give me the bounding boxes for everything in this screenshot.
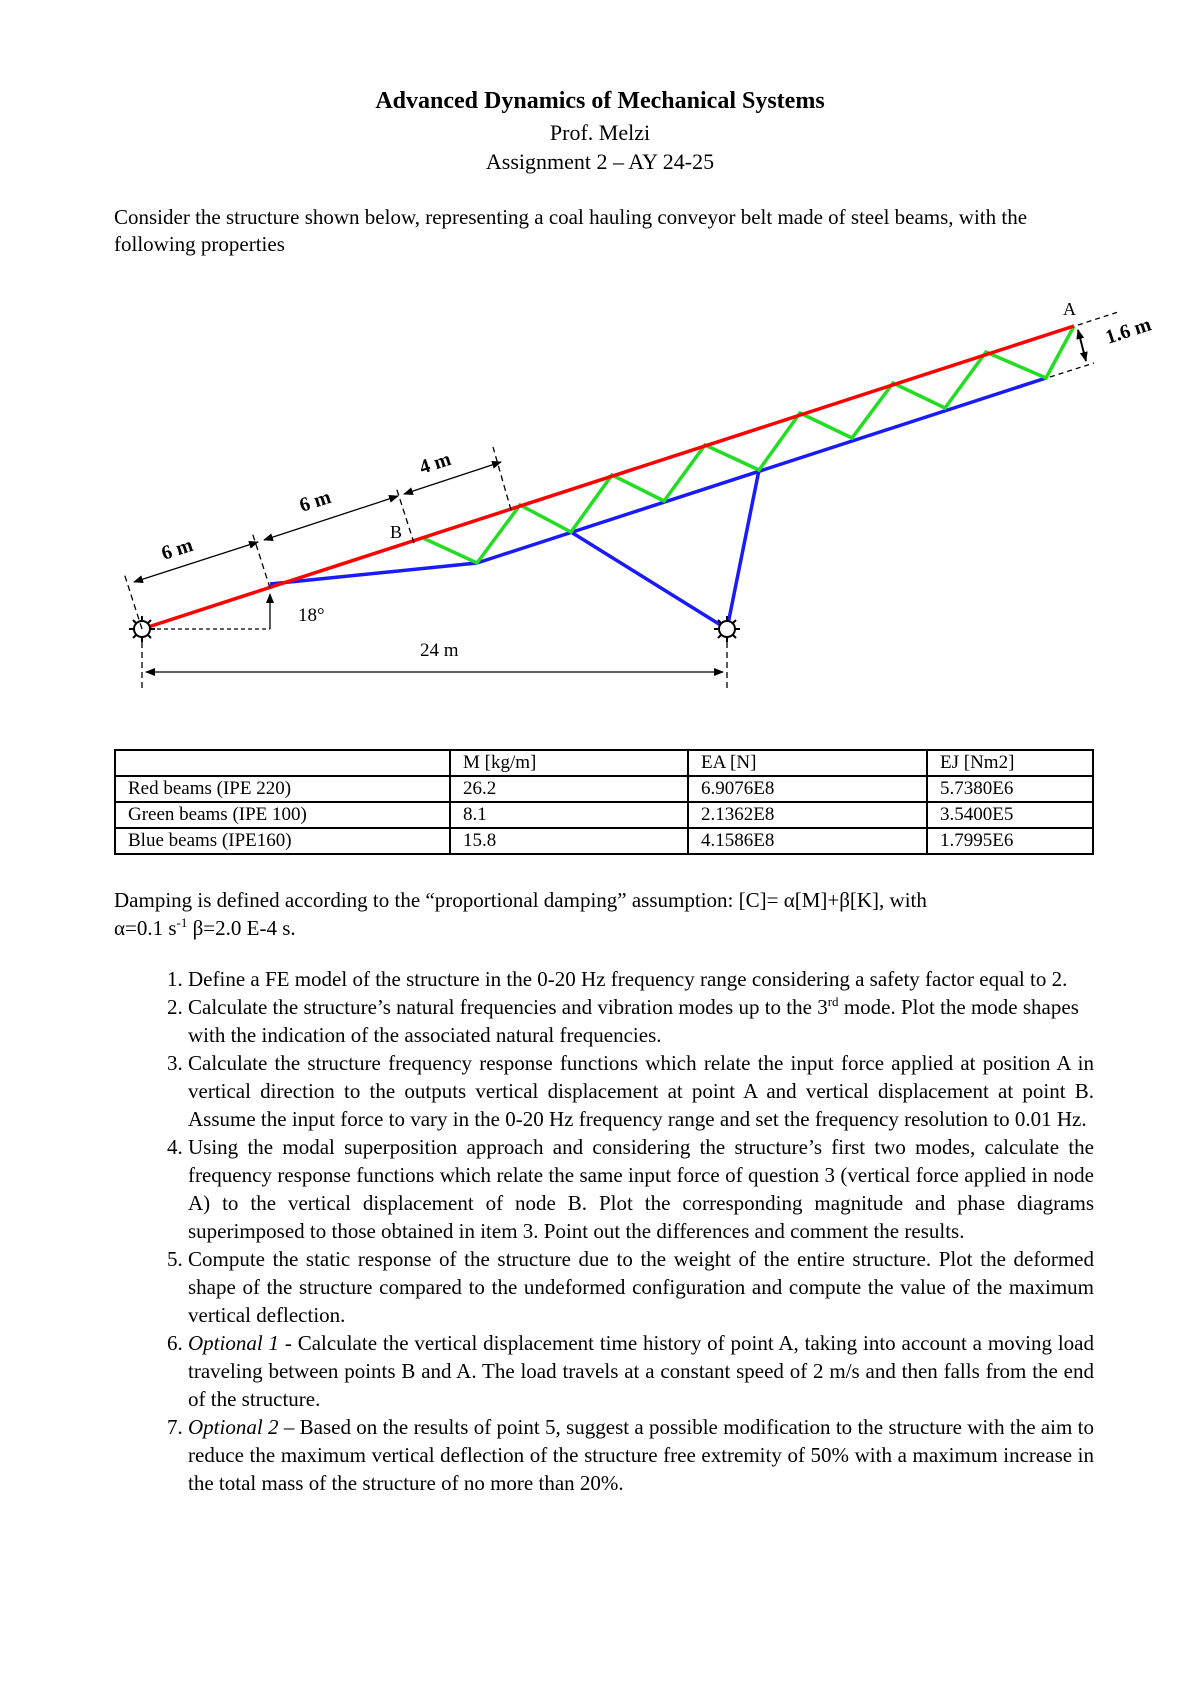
table-cell: 5.7380E6 <box>927 776 1093 802</box>
task-text: Calculate the structure frequency response functions which relate the input force applied at position A in vertical direction to the outputs vertical displacement at point A and vertical displacement at point B. Assume the input force to vary in the 0-20 Hz frequency range and set the frequency resolution to 0.01 Hz. <box>188 1051 1094 1131</box>
table-cell: 6.9076E8 <box>688 776 927 802</box>
task-text: Calculate the structure’s natural frequencies and vibration modes up to the 3 <box>188 995 828 1019</box>
table-cell: Red beams (IPE 220) <box>115 776 450 802</box>
beam-properties-table <box>114 749 1094 855</box>
table-row <box>115 828 1093 854</box>
task-text: Using the modal superposition approach and considering the structure’s first two modes, calculate the frequency response functions which relate the same input force of question 3 (vertical force applied in node A) to the vertical displacement of node B. Plot the corresponding magnitude and phase diagrams superimposed to those obtained in item 3. Point out the differences and comment the results. <box>188 1135 1094 1243</box>
task-text: Compute the static response of the structure due to the weight of the entire structure. Plot the deformed shape of the structure compared to the undeformed configuration and compute the value of the maximum vertical deflection. <box>188 1247 1094 1327</box>
task-optional-label: Optional 1 <box>188 1331 280 1355</box>
table-header-cell <box>115 750 450 776</box>
point-a-label: A <box>1063 299 1076 319</box>
task-item <box>188 1245 1094 1329</box>
table-row <box>115 802 1093 828</box>
table-cell: 3.5400E5 <box>927 802 1093 828</box>
table-cell: 26.2 <box>450 776 688 802</box>
table-cell: 1.7995E6 <box>927 828 1093 854</box>
table-cell: 8.1 <box>450 802 688 828</box>
dim-4m: 4 m <box>416 448 454 479</box>
damping-alpha-exponent: -1 <box>176 915 188 930</box>
task-item <box>188 1413 1094 1497</box>
assignment-label: Assignment 2 – AY 24-25 <box>485 149 715 174</box>
task-item <box>188 1049 1094 1133</box>
structure-diagram <box>0 280 1200 700</box>
red-top-chord <box>142 326 1074 629</box>
blue-beam <box>727 470 759 629</box>
task-item <box>188 965 1094 993</box>
professor-name: Prof. Melzi <box>549 120 651 145</box>
dim-6m-first: 6 m <box>158 534 196 565</box>
damping-line: Damping is defined according to the “proportional damping” assumption: [C]= α[M]+β[K], with <box>114 888 927 912</box>
task-text: - Calculate the vertical displacement time history of point A, taking into account a moving load traveling between points B and A. The load travels at a constant speed of 2 m/s and then falls from the end of the structure. <box>188 1331 1095 1411</box>
table-cell: Green beams (IPE 100) <box>115 802 450 828</box>
intro-paragraph: Consider the structure shown below, representing a coal hauling conveyor belt made of steel beams, with the following properties <box>114 205 1028 256</box>
table-cell: 15.8 <box>450 828 688 854</box>
angle-indicator <box>150 594 270 629</box>
table-cell: Blue beams (IPE160) <box>115 828 450 854</box>
table-row <box>115 776 1093 802</box>
dim-6m-second: 6 m <box>296 486 334 517</box>
blue-beam <box>270 563 477 584</box>
task-text: – Based on the results of point 5, suggest a possible modification to the structure with the aim to reduce the maximum vertical deflection of the structure free extremity of 50% with a maximum increase in the total mass of the structure of no more than 20%. <box>188 1415 1095 1495</box>
table-header-row <box>115 750 1093 776</box>
task-superscript: rd <box>827 994 839 1009</box>
point-b-label: B <box>390 522 403 542</box>
damping-beta: β=2.0 E-4 s. <box>187 916 296 940</box>
task-item <box>188 993 1094 1049</box>
span-label: 24 m <box>420 640 459 661</box>
blue-beams <box>270 378 1046 629</box>
task-list <box>114 965 1094 1497</box>
blue-beam <box>571 532 727 629</box>
table-header-cell: EA [N] <box>688 750 927 776</box>
task-optional-label: Optional 2 <box>188 1415 279 1439</box>
table-header-cell: EJ [Nm2] <box>927 750 1093 776</box>
damping-paragraph <box>114 886 1094 942</box>
task-text: Define a FE model of the structure in the 0-20 Hz frequency range considering a safety factor equal to 2. <box>188 967 1068 991</box>
angle-label: 18° <box>298 605 325 626</box>
table-cell: 4.1586E8 <box>688 828 927 854</box>
table-cell: 2.1362E8 <box>688 802 927 828</box>
table-header-cell: M [kg/m] <box>450 750 688 776</box>
damping-alpha: α=0.1 s <box>114 916 177 940</box>
task-item <box>188 1329 1094 1413</box>
dim-1-6m: 1.6 m <box>1102 313 1154 349</box>
document-title: Advanced Dynamics of Mechanical Systems <box>375 88 825 114</box>
task-item <box>188 1133 1094 1245</box>
blue-beam <box>477 378 1046 563</box>
pin-support-right <box>714 616 740 642</box>
task-text: mode. Plot the mode shapes with the indication of the associated natural frequencies. <box>188 995 1079 1047</box>
